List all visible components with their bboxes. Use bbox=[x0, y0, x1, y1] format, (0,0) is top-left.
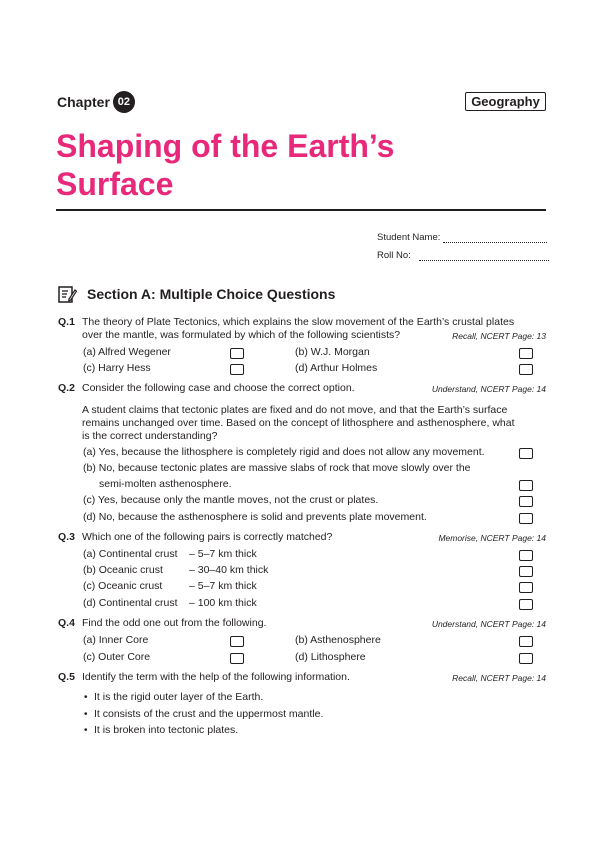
q1-option-a-checkbox[interactable] bbox=[230, 348, 244, 359]
q1-option-d: (d) Arthur Holmes bbox=[295, 362, 378, 374]
question-5-meta: Recall, NCERT Page: 14 bbox=[452, 673, 546, 683]
q4-option-d-checkbox[interactable] bbox=[519, 653, 533, 664]
q5-bullet-2: • It consists of the crust and the uppermost mantle. bbox=[94, 708, 323, 721]
q4-option-d: (d) Lithosphere bbox=[295, 651, 366, 663]
q4-option-a: (a) Inner Core bbox=[83, 634, 149, 646]
q2-option-c-checkbox[interactable] bbox=[519, 496, 533, 507]
roll-no-label: Roll No: bbox=[377, 250, 411, 261]
chapter-label bbox=[57, 91, 135, 113]
question-1-meta: Recall, NCERT Page: 13 bbox=[452, 331, 546, 341]
question-2-meta: Understand, NCERT Page: 14 bbox=[431, 384, 546, 394]
chapter-label-text: Chapter bbox=[57, 94, 110, 110]
q3-option-a-value: – 5–7 km thick bbox=[189, 548, 257, 560]
question-5-text: Identify the term with the help of the following information. bbox=[82, 671, 350, 683]
question-3-text: Which one of the following pairs is correctly matched? bbox=[82, 531, 333, 543]
q2-option-b-checkbox[interactable] bbox=[519, 480, 533, 491]
worksheet-pencil-icon bbox=[57, 284, 77, 304]
q4-option-b-checkbox[interactable] bbox=[519, 636, 533, 647]
student-name-label: Student Name: bbox=[377, 232, 441, 243]
q1-option-d-checkbox[interactable] bbox=[519, 364, 533, 375]
title-line-2: Surface bbox=[56, 166, 174, 202]
q1-option-b-checkbox[interactable] bbox=[519, 348, 533, 359]
q3-option-b-label: (b) Oceanic crust bbox=[83, 564, 163, 576]
question-5-number: Q.5 bbox=[58, 671, 75, 683]
q3-option-c-label: (c) Oceanic crust bbox=[83, 580, 163, 592]
section-title: Section A: Multiple Choice Questions bbox=[87, 286, 336, 302]
question-3-number: Q.3 bbox=[58, 531, 75, 543]
q3-option-d-checkbox[interactable] bbox=[519, 599, 533, 610]
q5-bullet-1: • It is the rigid outer layer of the Earth. bbox=[94, 691, 263, 704]
q3-option-d-value: – 100 km thick bbox=[189, 597, 257, 609]
q1-option-c: (c) Harry Hess bbox=[83, 362, 151, 374]
question-2-number: Q.2 bbox=[58, 382, 75, 394]
q2-case-line-3: is the correct understanding? bbox=[82, 430, 218, 442]
question-2-case bbox=[82, 404, 550, 443]
q5-bullet-3: • It is broken into tectonic plates. bbox=[94, 724, 238, 737]
q4-option-c-checkbox[interactable] bbox=[230, 653, 244, 664]
q2-case-line-2: remains unchanged over time. Based on the concept of lithosphere and asthenosphere, what bbox=[82, 417, 515, 429]
q2-option-d-checkbox[interactable] bbox=[519, 513, 533, 524]
q3-option-c-checkbox[interactable] bbox=[519, 582, 533, 593]
student-name-field[interactable] bbox=[377, 232, 547, 243]
student-name-input[interactable] bbox=[443, 233, 547, 243]
question-4-meta: Understand, NCERT Page: 14 bbox=[431, 619, 546, 629]
q2-option-d: (d) No, because the asthenosphere is solid and prevents plate movement. bbox=[83, 511, 427, 523]
q2-option-c: (c) Yes, because only the mantle moves, not the crust or plates. bbox=[83, 494, 379, 506]
q4-option-a-checkbox[interactable] bbox=[230, 636, 244, 647]
q2-option-b-line-1: (b) No, because tectonic plates are massive slabs of rock that move slowly over the bbox=[83, 462, 471, 474]
q1-option-b: (b) W.J. Morgan bbox=[295, 346, 370, 358]
q3-option-a-checkbox[interactable] bbox=[519, 550, 533, 561]
q1-option-a: (a) Alfred Wegener bbox=[83, 346, 171, 358]
q3-option-c-value: – 5–7 km thick bbox=[189, 580, 257, 592]
q3-option-d-label: (d) Continental crust bbox=[83, 597, 178, 609]
title-line-1: Shaping of the Earth’s bbox=[56, 128, 395, 164]
q3-option-a-label: (a) Continental crust bbox=[83, 548, 178, 560]
question-1-number: Q.1 bbox=[58, 316, 75, 328]
q2-option-a: (a) Yes, because the lithosphere is completely rigid and does not allow any movement. bbox=[83, 446, 485, 458]
section-heading bbox=[57, 284, 335, 304]
roll-no-input[interactable] bbox=[419, 251, 549, 261]
q4-option-b: (b) Asthenosphere bbox=[295, 634, 381, 646]
q1-option-c-checkbox[interactable] bbox=[230, 364, 244, 375]
roll-no-field[interactable] bbox=[377, 250, 549, 261]
title-divider bbox=[56, 209, 546, 211]
q2-case-line-1: A student claims that tectonic plates are fixed and do not move, and that the Earth’s surface bbox=[82, 404, 508, 416]
chapter-number-badge: 02 bbox=[113, 91, 135, 113]
q4-option-c: (c) Outer Core bbox=[83, 651, 151, 663]
page-title bbox=[56, 127, 476, 203]
q2-option-a-checkbox[interactable] bbox=[519, 448, 533, 459]
q2-option-b-line-2: semi-molten asthenosphere. bbox=[99, 478, 232, 490]
subject-badge: Geography bbox=[465, 92, 546, 111]
q3-option-b-value: – 30–40 km thick bbox=[189, 564, 269, 576]
question-2-text: Consider the following case and choose the correct option. bbox=[82, 382, 355, 394]
question-3-meta: Memorise, NCERT Page: 14 bbox=[438, 533, 546, 543]
question-1-line-1: The theory of Plate Tectonics, which explains the slow movement of the Earth’s crustal plates bbox=[82, 316, 515, 328]
question-4-number: Q.4 bbox=[58, 617, 75, 629]
question-4-text: Find the odd one out from the following. bbox=[82, 617, 267, 629]
q3-option-b-checkbox[interactable] bbox=[519, 566, 533, 577]
question-1-line-2: over the mantle, was formulated by which of the following scientists? bbox=[82, 329, 401, 341]
